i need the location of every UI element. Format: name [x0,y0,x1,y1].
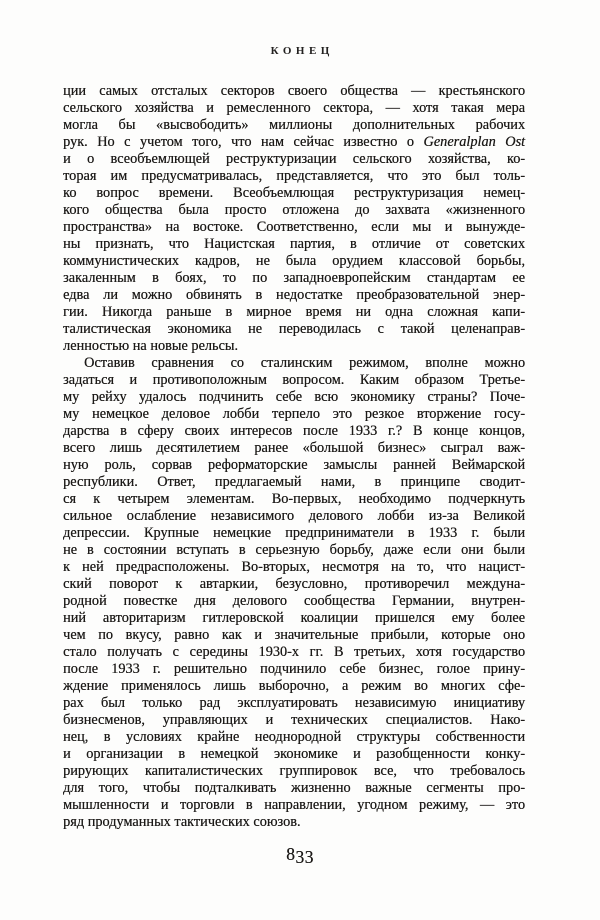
text-block [63,83,525,831]
text-line [63,576,525,593]
page-number-digit: 3 [295,846,305,867]
text-line [63,304,525,321]
text-line [63,729,525,746]
text-segment: закаленным в боях, то по западноевропейским стандартам ее [63,270,525,286]
text-line [63,797,525,814]
text-line [63,389,525,406]
text-line [63,168,525,185]
text-segment: ции самых отсталых секторов своего общества — крестьянского [63,83,525,99]
text-segment: гии. Никогда раньше в мирное время ни одна сложная капи- [63,304,525,320]
text-line [63,100,525,117]
text-segment: всего лишь десятилетием ранее «большой бизнес» сыграл важ- [63,440,525,456]
text-line [63,508,525,525]
text-line [63,491,525,508]
text-segment: задаться и противоположным вопросом. Каким образом Третье- [63,372,525,388]
text-segment: и о всеобъемлющей реструктуризации сельского хозяйства, ко- [63,151,525,167]
text-segment: рирующих капиталистических группировок все, что требовалось [63,763,525,779]
text-segment: и организации в немецкой экономике и разобщенности конку- [63,746,525,762]
text-segment: дарства в сферу своих интересов после 1933 г.? В конце концов, [63,423,525,439]
text-line [63,559,525,576]
text-line [63,678,525,695]
text-segment: Оставив сравнения со сталинским режимом, вполне можно [84,355,525,371]
text-line [63,253,525,270]
text-line [63,185,525,202]
page-number [0,844,600,865]
text-line [63,695,525,712]
text-segment: ся к четырем элементам. Во-первых, необходимо подчеркнуть [63,491,525,507]
text-line [63,746,525,763]
text-line [63,134,525,151]
page-number-digit: 8 [286,844,296,864]
text-line [63,355,525,372]
text-segment: после 1933 г. решительно подчинило себе бизнес, голое прину- [63,661,525,677]
text-segment: ряд продуманных тактических союзов. [63,814,301,830]
text-segment: ский поворот к автаркии, безусловно, противоречил междуна- [63,576,525,592]
text-segment: депрессии. Крупные немецкие предприниматели в 1933 г. были [63,525,525,541]
text-line [63,763,525,780]
text-segment: родной повестке дня делового сообщества Германии, внутрен- [63,593,525,609]
text-segment: бизнесменов, управляющих и технических специалистов. Нако- [63,712,525,728]
text-line [63,270,525,287]
text-line [63,644,525,661]
text-segment: не в состоянии вступать в серьезную борьбу, даже если они были [63,542,525,558]
text-line [63,780,525,797]
text-line [63,338,525,355]
text-line [63,423,525,440]
text-segment: ленностью на новые рельсы. [63,338,238,354]
text-line [63,202,525,219]
text-line [63,219,525,236]
text-line [63,321,525,338]
text-segment: сельского хозяйства и ремесленного сектора, — хотя такая мера [63,100,525,116]
text-line [63,440,525,457]
text-line [63,83,525,100]
text-line [63,474,525,491]
text-segment: для того, чтобы подталкивать жизненно важные сегменты про- [63,780,525,796]
text-segment: ждение применялось лишь выборочно, а режим во многих сфе- [63,678,525,694]
text-line [63,151,525,168]
text-segment: едва ли можно обвинять в недостатке преобразовательной энер- [63,287,525,303]
text-segment: рах был только рад эксплуатировать независимую инициативу [63,695,525,711]
text-line [63,593,525,610]
text-line [63,542,525,559]
text-segment: нец, в условиях крайне неоднородной структуры собственности [63,729,525,745]
text-segment: коммунистических кадров, не была орудием классовой борьбы, [63,253,525,269]
text-segment: торая им предусматривалась, представляется, что это был толь- [63,168,525,184]
text-line [63,457,525,474]
text-segment: му немецкое деловое лобби терпело это резкое вторжение госу- [63,406,525,422]
text-line [63,627,525,644]
text-segment: кого общества была просто отложена до захвата «жизненного [63,202,525,218]
text-line [63,525,525,542]
text-line [63,406,525,423]
text-segment: ний авторитаризм гитлеровской коалиции пришелся ему более [63,610,525,626]
text-line [63,712,525,729]
page-number-digit: 3 [304,846,314,867]
text-line [63,372,525,389]
running-header: КОНЕЦ [270,45,334,57]
text-segment: сильное ослабление независимого делового лобби из-за Великой [63,508,525,524]
text-line [63,236,525,253]
text-segment: пространства» на востоке. Соответственно, если мы и вынужде- [63,219,525,235]
text-line [63,814,525,831]
text-segment: чем по вкусу, равно как и значительные прибыли, которые оно [63,627,525,643]
text-line [63,661,525,678]
text-segment: ны признать, что Нацистская партия, в отличие от советских [63,236,525,252]
text-segment: рук. Но с учетом того, что нам сейчас известно о [63,134,424,150]
text-segment: республики. Ответ, предлагаемый нами, в принципе сводит- [63,474,525,490]
text-segment: ко вопрос времени. Всеобъемлющая реструктуризация немец- [63,185,525,201]
text-segment: стало получать с середины 1930-х гг. В третьих, хотя государство [63,644,525,660]
text-segment-italic: Generalplan Ost [423,134,525,150]
text-segment: могла бы «высвободить» миллионы дополнительных рабочих [63,117,525,133]
text-segment: талистическая экономика не переводилась с такой целенаправ- [63,321,525,337]
text-line [63,610,525,627]
text-segment: к ней предрасположены. Во-вторых, несмотря на то, что нацист- [63,559,525,575]
text-segment: ную роль, сорвав реформаторские замыслы ранней Веймарской [63,457,525,473]
text-segment: му рейху удалось подчинить себе всю экономику страны? Поче- [63,389,525,405]
text-segment: мышленности и торговли в направлении, угодном режиму, — это [63,797,525,813]
text-line [63,117,525,134]
text-line [63,287,525,304]
